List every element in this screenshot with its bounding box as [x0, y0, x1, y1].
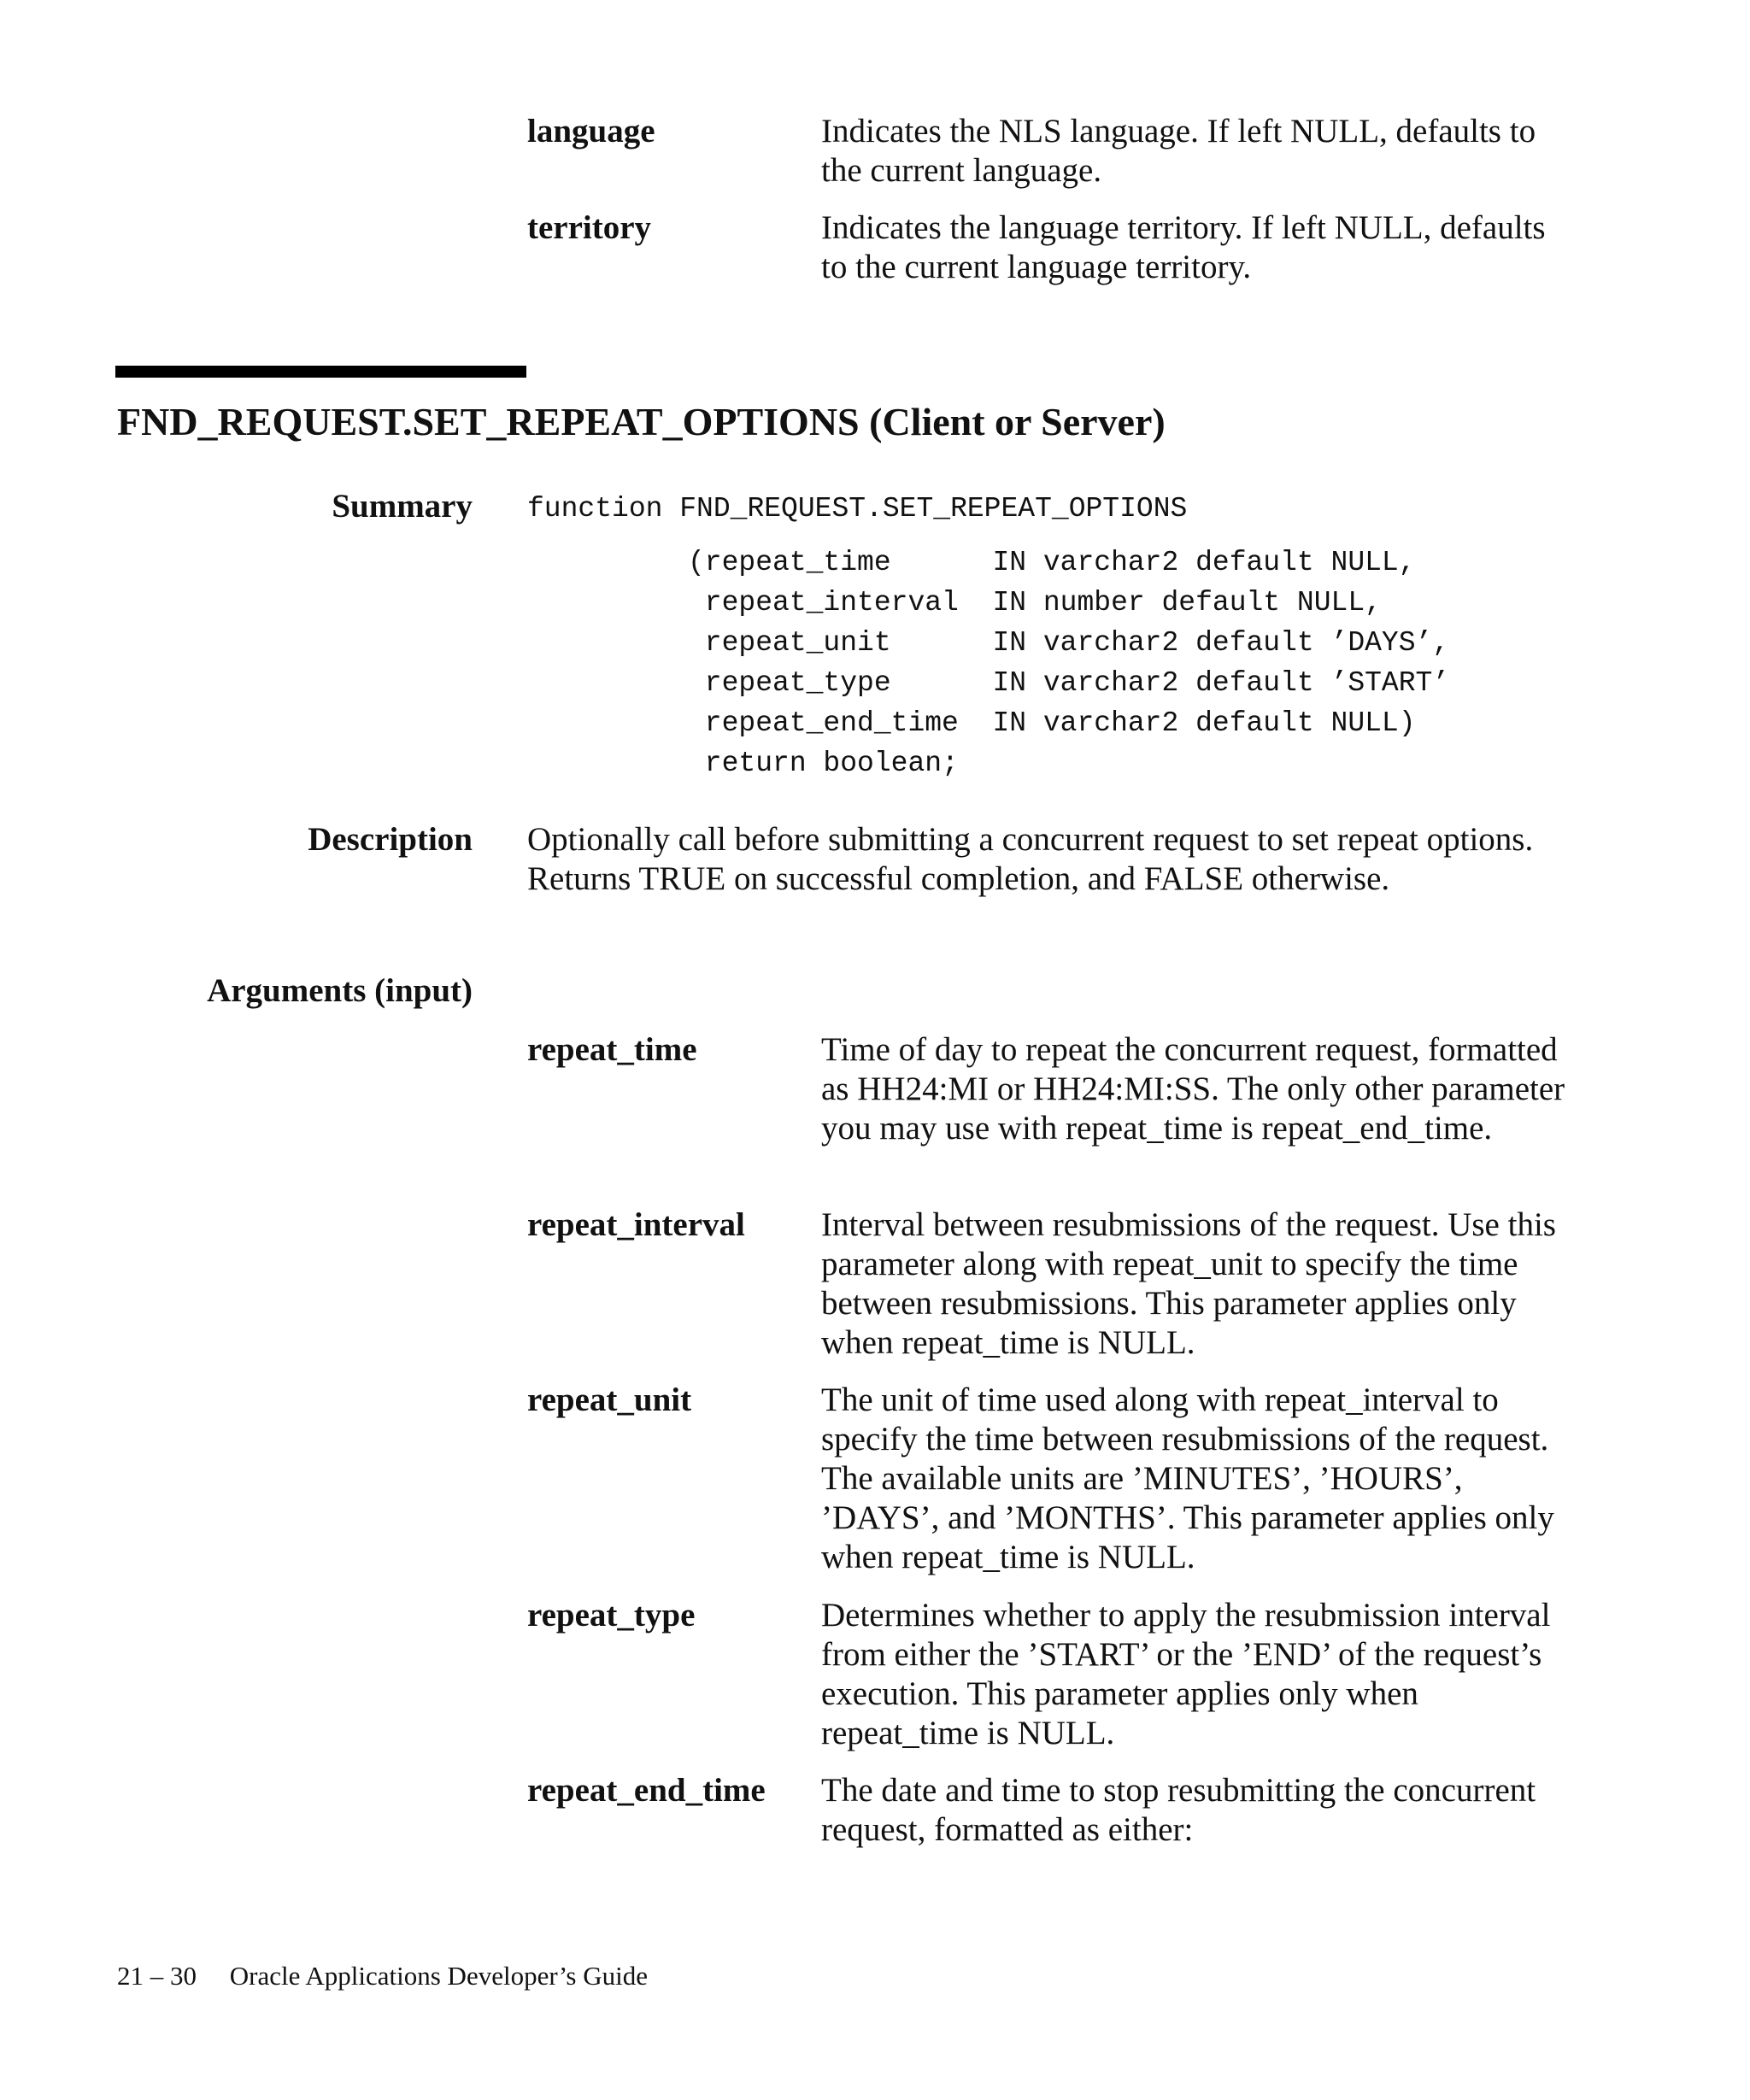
argument-description-repeat-end-time: The date and time to stop resubmitting the concurrent request, formatted as either:	[821, 1772, 1536, 1848]
argument-name-repeat-interval: repeat_interval	[527, 1206, 745, 1243]
param-name-language: language	[527, 113, 655, 150]
param-description-language: Indicates the NLS language. If left NULL, defaults to the current language.	[821, 113, 1536, 189]
section-title: FND_REQUEST.SET_REPEAT_OPTIONS (Client or Server)	[117, 400, 1166, 443]
arguments-label: Arguments (input)	[207, 972, 473, 1009]
param-name-territory: territory	[527, 209, 652, 246]
argument-name-repeat-end-time: repeat_end_time	[527, 1772, 766, 1809]
section-rule	[115, 366, 526, 378]
param-description-territory: Indicates the language territory. If left NULL, defaults to the current language territory.	[821, 209, 1546, 285]
argument-name-repeat-time: repeat_time	[527, 1031, 697, 1068]
page-footer	[117, 1960, 648, 1992]
summary-code-body: (repeat_time IN varchar2 default NULL, repeat_interval IN number default NULL, repeat_unit IN varchar2 default ’DAYS’, repeat_type IN varchar2 default ’START’ repeat_end_time IN varchar2 default NULL) return boolean;	[688, 547, 1450, 779]
footer-spacer	[197, 1961, 230, 1991]
argument-name-repeat-type: repeat_type	[527, 1597, 696, 1634]
argument-description-repeat-unit: The unit of time used along with repeat_interval to specify the time between resubmissions of the request. The available units are ’MINUTES’, ’HOURS’, ’DAYS’, and ’MONTHS’. This parameter applies only when repeat_time is NULL.	[821, 1381, 1554, 1575]
description-label: Description	[308, 821, 473, 858]
argument-name-repeat-unit: repeat_unit	[527, 1381, 692, 1418]
summary-code-head: function FND_REQUEST.SET_REPEAT_OPTIONS	[527, 493, 1188, 525]
description-text: Optionally call before submitting a concurrent request to set repeat options. Returns TRUE on successful completion, and FALSE otherwise.	[527, 821, 1534, 897]
page-number: 21 – 30	[117, 1961, 197, 1991]
argument-description-repeat-time: Time of day to repeat the concurrent request, formatted as HH24:MI or HH24:MI:SS. The only other parameter you may use with repeat_time is repeat_end_time.	[821, 1031, 1565, 1147]
summary-label: Summary	[332, 488, 473, 525]
argument-description-repeat-interval: Interval between resubmissions of the request. Use this parameter along with repeat_unit to specify the time between resubmissions. This parameter applies only when repeat_time is NULL.	[821, 1206, 1556, 1361]
argument-description-repeat-type: Determines whether to apply the resubmission interval from either the ’START’ or the ’END’ of the request’s execution. This parameter applies only when repeat_time is NULL.	[821, 1597, 1551, 1751]
book-title: Oracle Applications Developer’s Guide	[229, 1961, 648, 1991]
